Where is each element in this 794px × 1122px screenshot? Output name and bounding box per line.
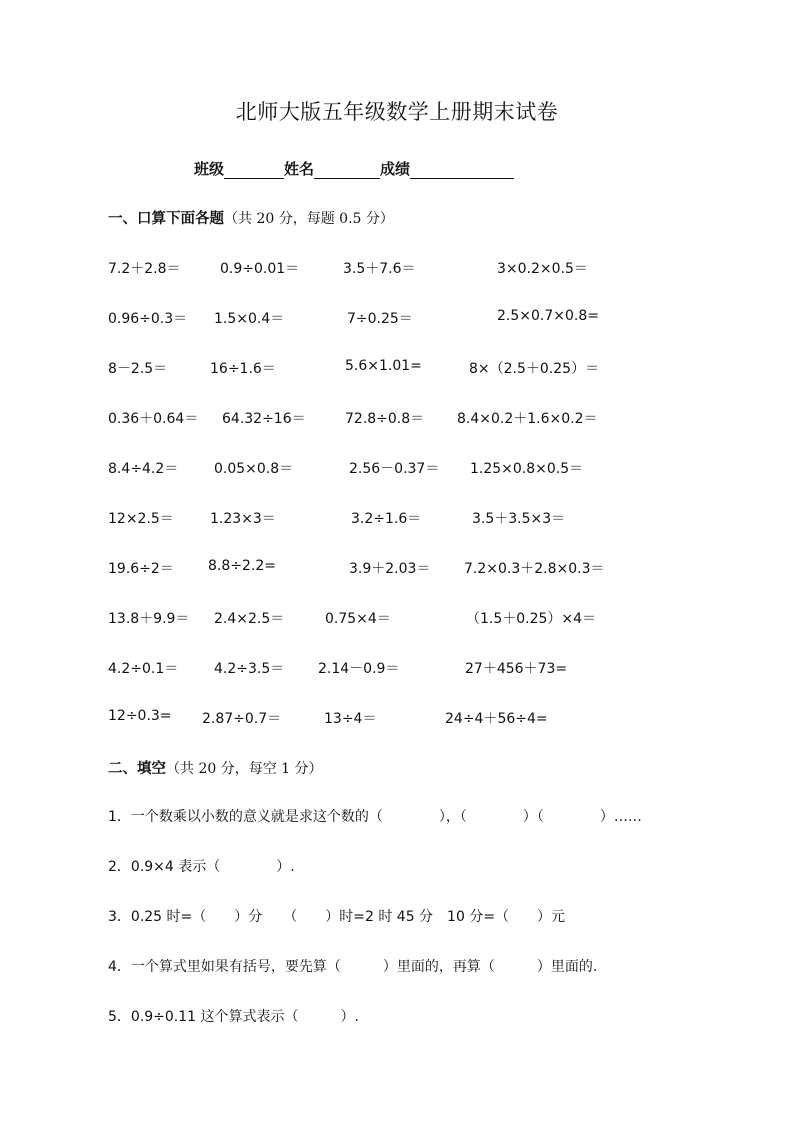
calc-problem: 0.96÷0.3＝ — [108, 311, 188, 327]
calc-problem: 8.4÷4.2＝ — [108, 461, 179, 477]
calc-problem: 3.5＋3.5×3＝ — [472, 511, 566, 527]
student-info-line — [194, 158, 514, 179]
calc-problem: 4.2÷0.1＝ — [108, 661, 179, 677]
calc-problem: 0.9÷0.01＝ — [220, 261, 300, 277]
calc-row — [0, 408, 794, 432]
calc-row — [0, 508, 794, 532]
section-2-heading: 二、填空 — [108, 761, 166, 777]
score-label: 成绩 — [380, 160, 411, 178]
calc-problem: 5.6×1.01= — [345, 358, 422, 374]
calc-row — [0, 558, 794, 582]
calc-problem: 19.6÷2＝ — [108, 561, 174, 577]
calc-problem: 3.2÷1.6＝ — [351, 511, 422, 527]
calc-problem: 3.5＋7.6＝ — [343, 261, 416, 277]
score-blank[interactable] — [410, 162, 514, 179]
calc-problem: 24÷4＋56÷4= — [445, 711, 548, 727]
calc-problem: 8.4×0.2＋1.6×0.2＝ — [457, 411, 598, 427]
calc-problem: 1.5×0.4＝ — [214, 311, 285, 327]
fill-in-question: 5．0.9÷0.11 这个算式表示（ ）. — [108, 1009, 359, 1025]
calc-problem: 3.9＋2.03＝ — [349, 561, 431, 577]
calc-row — [0, 308, 794, 332]
calc-problem: 7÷0.25＝ — [347, 311, 413, 327]
calc-row — [0, 258, 794, 282]
calc-problem: 0.36＋0.64＝ — [108, 411, 199, 427]
calc-problem: 1.23×3＝ — [210, 511, 276, 527]
calc-problem: 0.75×4＝ — [325, 611, 391, 627]
fill-in-question: 3．0.25 时=（ ）分 （ ）时=2 时 45 分 10 分=（ ）元 — [108, 909, 566, 925]
fill-in-question: 2．0.9×4 表示（ ）. — [108, 859, 295, 875]
calc-row — [0, 608, 794, 632]
calc-row — [0, 458, 794, 482]
calc-problem: 7.2×0.3＋2.8×0.3＝ — [464, 561, 605, 577]
fill-in-question: 1．一个数乘以小数的意义就是求这个数的（ ），（ ）（ ）…… — [108, 809, 642, 825]
calc-problem: （1.5＋0.25）×4＝ — [466, 611, 597, 627]
calc-problem: 8×（2.5＋0.25）＝ — [469, 361, 600, 377]
name-label: 姓名 — [284, 160, 315, 178]
page-title: 北师大版五年级数学上册期末试卷 — [235, 100, 559, 124]
calc-problem: 2.56－0.37＝ — [349, 461, 440, 477]
calc-problem: 2.14－0.9＝ — [318, 661, 400, 677]
calc-problem: 12÷0.3= — [108, 708, 172, 724]
calc-problem: 8.8÷2.2= — [208, 558, 276, 574]
calc-row — [0, 358, 794, 382]
calc-problem: 8－2.5＝ — [108, 361, 168, 377]
calc-row — [0, 658, 794, 682]
class-blank[interactable] — [224, 162, 284, 179]
calc-problem: 13÷4＝ — [324, 711, 377, 727]
calc-problem: 13.8＋9.9＝ — [108, 611, 190, 627]
calc-problem: 27＋456＋73= — [465, 661, 568, 677]
calc-problem: 1.25×0.8×0.5＝ — [470, 461, 584, 477]
calc-problem: 2.87÷0.7＝ — [202, 711, 282, 727]
calc-problem: 4.2÷3.5＝ — [214, 661, 285, 677]
calc-problem: 16÷1.6＝ — [210, 361, 276, 377]
fill-in-question: 4．一个算式里如果有括号，要先算（ ）里面的，再算（ ）里面的. — [108, 959, 598, 975]
class-label: 班级 — [194, 160, 225, 178]
section-1-note: （共 20 分，每题 0.5 分） — [224, 211, 394, 227]
name-blank[interactable] — [314, 162, 380, 179]
section-2-title — [108, 757, 323, 778]
calc-problem: 72.8÷0.8＝ — [345, 411, 425, 427]
section-1-heading: 一、口算下面各题 — [108, 211, 224, 227]
calc-problem: 2.5×0.7×0.8= — [497, 308, 599, 324]
calc-problem: 12×2.5＝ — [108, 511, 174, 527]
calc-problem: 2.4×2.5＝ — [214, 611, 285, 627]
calc-problem: 64.32÷16＝ — [222, 411, 306, 427]
section-1-title — [108, 207, 394, 228]
calc-problem: 0.05×0.8＝ — [214, 461, 294, 477]
section-2-note: （共 20 分，每空 1 分） — [166, 761, 323, 777]
calc-problem: 3×0.2×0.5＝ — [497, 261, 588, 277]
calc-problem: 7.2＋2.8＝ — [108, 261, 181, 277]
calc-row — [0, 708, 794, 732]
